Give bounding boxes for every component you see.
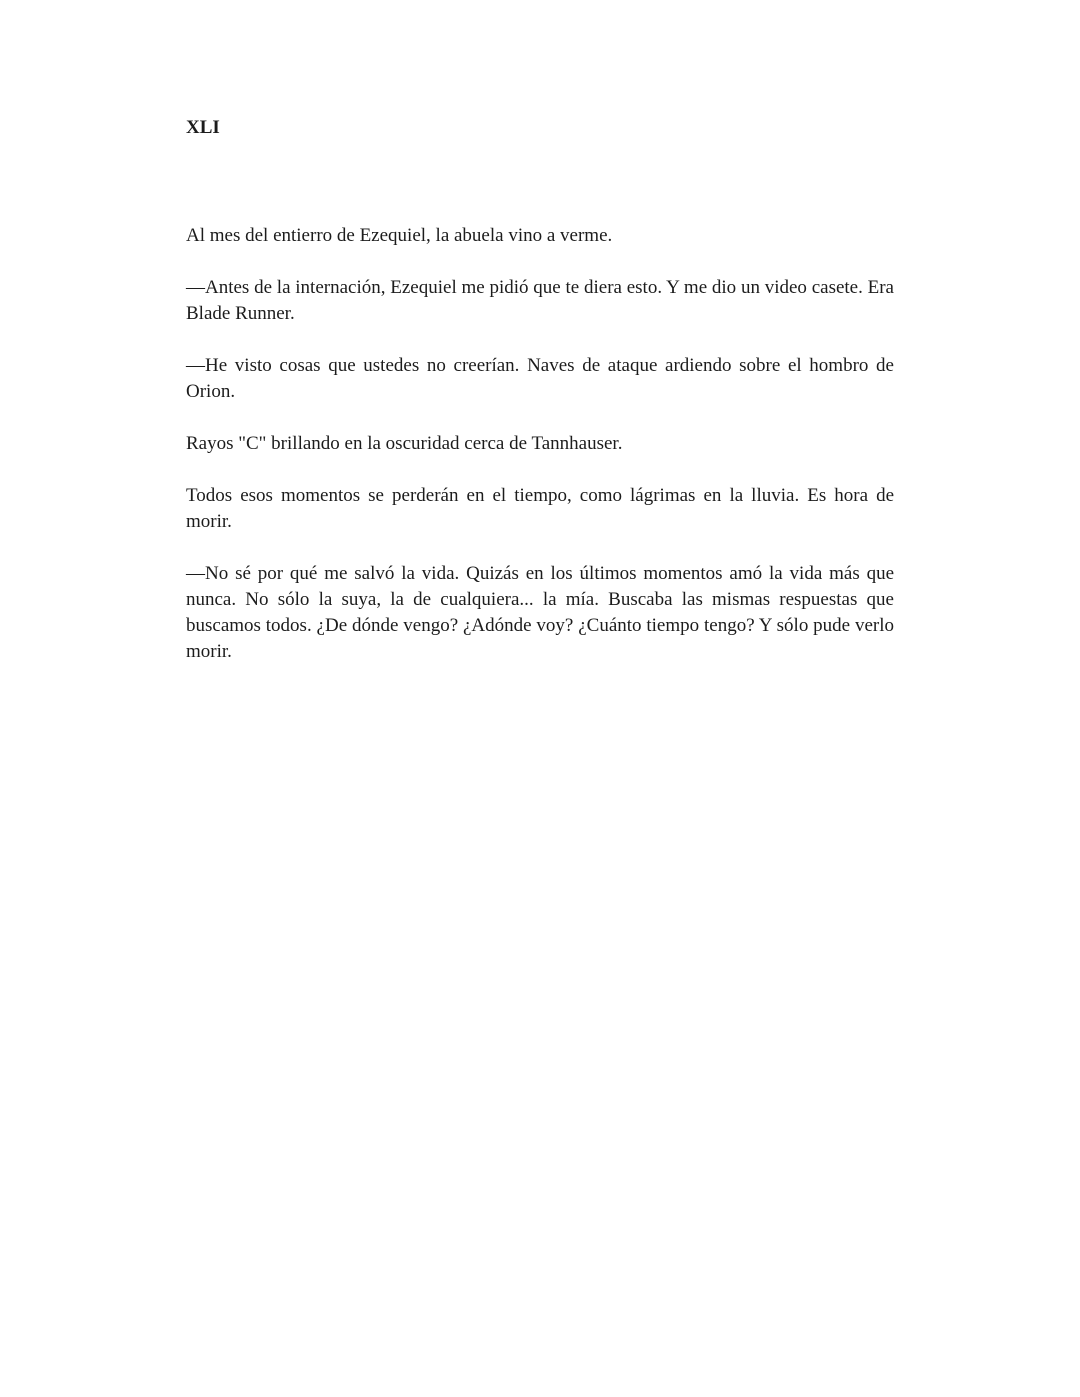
- document-page: [186, 115, 894, 691]
- paragraph: Rayos "C" brillando en la oscuridad cerca de Tannhauser.: [186, 433, 623, 454]
- paragraph: Todos esos momentos se perderán en el tiempo, como lágrimas en la lluvia. Es hora de morir.: [186, 485, 894, 532]
- chapter-heading: XLI: [186, 117, 220, 138]
- paragraph: —He visto cosas que ustedes no creerían. Naves de ataque ardiendo sobre el hombro de Orion.: [186, 355, 894, 402]
- paragraph: —No sé por qué me salvó la vida. Quizás en los últimos momentos amó la vida más que nunca. No sólo la suya, la de cualquiera... la mía. Buscaba las mismas respuestas que buscamos todos. ¿De dónde vengo? ¿Adónde voy? ¿Cuánto tiempo tengo? Y sólo pude verlo morir.: [186, 563, 894, 662]
- paragraph: —Antes de la internación, Ezequiel me pidió que te diera esto. Y me dio un video casete. Era Blade Runner.: [186, 277, 894, 324]
- paragraph: Al mes del entierro de Ezequiel, la abuela vino a verme.: [186, 225, 613, 246]
- body-text: [186, 223, 894, 665]
